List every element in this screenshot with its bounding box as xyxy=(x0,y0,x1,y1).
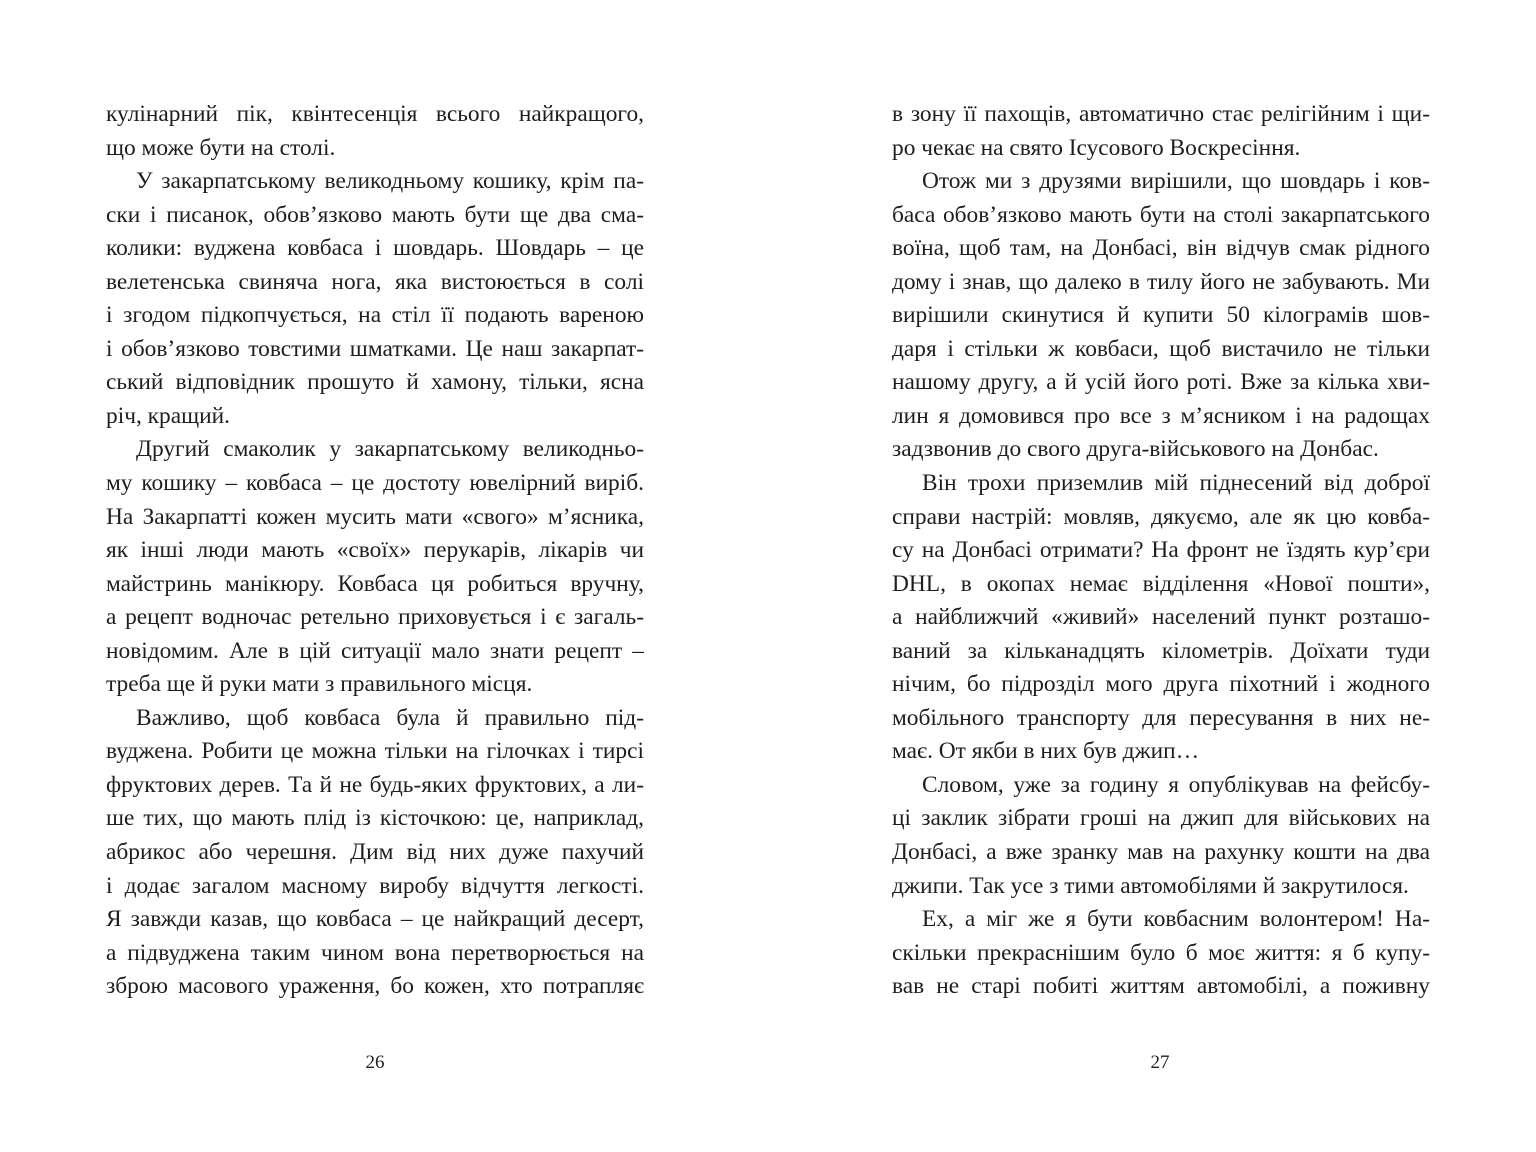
text-line: і додає загалом масному виробу відчуття легкості. xyxy=(106,872,644,899)
text-line: вирішили скинутися й купити 50 кілограмів шов- xyxy=(892,302,1430,329)
text-line: вуджена. Робити це можна тільки на гілочках і тирсі xyxy=(106,738,644,765)
text-line: ваний за кільканадцять кілометрів. Доїхати туди xyxy=(892,637,1430,664)
text-line: скільки прекраснішим було б моє життя: я б купу- xyxy=(892,939,1430,966)
text-line: су на Донбасі отримати? На фронт не їздять кур’єри xyxy=(892,537,1430,564)
text-line: баса обов’язково мають бути на столі закарпатського xyxy=(892,201,1430,228)
text-line: На Закарпатті кожен мусить мати «свого» м’ясника, xyxy=(106,503,644,530)
text-line: майстринь манікюру. Ковбаса ця робиться вручну, xyxy=(106,570,644,597)
text-line: а найближчий «живий» населений пункт розташо- xyxy=(892,604,1430,631)
text-line: ше тих, що мають плід із кісточкою: це, наприклад, xyxy=(106,805,644,832)
text-line: кулінарний пік, квінтесенція всього найкращого, xyxy=(106,101,644,127)
text-line: задзвонив до свого друга-військового на Донбас. xyxy=(892,436,1379,463)
text-line: треба ще й руки мати з правильного місця. xyxy=(106,671,533,698)
text-line: річ, кращий. xyxy=(106,402,230,429)
text-line: нашому другу, а й усій його роті. Вже за кілька хви- xyxy=(892,369,1430,396)
text-line: а підвуджена таким чином вона перетворюється на xyxy=(106,939,644,966)
text-line: лин я домовився про все з м’ясником і на радощах xyxy=(892,402,1430,429)
right-page-text xyxy=(892,98,1430,1004)
text-line: що може бути на столі. xyxy=(106,134,336,161)
text-line: ро чекає на свято Ісусового Воскресіння. xyxy=(892,134,1301,161)
text-line: му кошику – ковбаса – це достоту ювелірний виріб. xyxy=(106,470,644,497)
text-line: вав не старі побиті життям автомобілі, а поживну xyxy=(892,973,1430,1000)
text-line: абрикос або черешня. Дим від них дуже пахучий xyxy=(106,839,644,866)
text-line: зброю масового ураження, бо кожен, хто потрапляє xyxy=(106,973,644,1000)
text-line: справи настрій: мовляв, дякуємо, але як цю ковба- xyxy=(892,503,1430,530)
text-line: має. От якби в них був джип… xyxy=(892,738,1200,765)
text-line: воїна, щоб там, на Донбасі, він відчув смак рідного xyxy=(892,235,1430,262)
right-page xyxy=(768,0,1536,1152)
paragraph-start-line: У закарпатському великодньому кошику, крім па- xyxy=(136,168,644,195)
text-line: новідомим. Але в цій ситуації мало знати рецепт – xyxy=(106,637,644,664)
text-line: ці заклик зібрати гроші на джип для військових на xyxy=(892,805,1430,832)
text-line: Я завжди казав, що ковбаса – це найкращий десерт, xyxy=(106,906,644,933)
page-number: 26 xyxy=(365,1052,385,1073)
text-line: джипи. Так усе з тими автомобілями й закрутилося. xyxy=(892,872,1409,899)
text-line: ски і писанок, обов’язково мають бути ще два сма- xyxy=(106,201,644,228)
paragraph-start-line: Отож ми з друзями вирішили, що шовдарь і ков- xyxy=(922,168,1430,195)
text-line: даря і стільки ж ковбаси, щоб вистачило не тільки xyxy=(892,335,1430,362)
text-line: DHL, в окопах немає відділення «Нової пошти», xyxy=(892,570,1430,597)
text-line: і згодом підкопчується, на стіл її подають вареною xyxy=(106,302,644,329)
page-number: 27 xyxy=(1150,1052,1170,1073)
paragraph-start-line: Він трохи приземлив мій піднесений від доброї xyxy=(922,470,1430,497)
paragraph-start-line: Словом, уже за годину я опублікував на фейсбу- xyxy=(922,771,1430,798)
text-line: Донбасі, а вже зранку мав на рахунку кошти на два xyxy=(892,839,1430,866)
text-line: ський відповідник прошуто й хамону, тільки, ясна xyxy=(106,369,644,396)
paragraph-start-line: Важливо, щоб ковбаса була й правильно під- xyxy=(136,704,644,731)
text-line: мобільного транспорту для пересування в них не- xyxy=(892,704,1430,731)
text-line: велетенська свиняча нога, яка вистоюється в солі xyxy=(106,268,644,295)
text-line: фруктових дерев. Та й не будь-яких фруктових, а ли- xyxy=(106,771,644,798)
paragraph-start-line: Другий смаколик у закарпатському великодньо- xyxy=(136,436,644,463)
text-line: нічим, бо підрозділ мого друга піхотний і жодного xyxy=(892,671,1430,698)
text-line: а рецепт водночас ретельно приховується і є загаль- xyxy=(106,604,644,631)
text-line: в зону її пахощів, автоматично стає релігійним і щи- xyxy=(892,101,1430,127)
text-line: і обов’язково товстими шматками. Це наш закарпат- xyxy=(106,335,644,362)
text-line: як інші люди мають «своїх» перукарів, лікарів чи xyxy=(106,537,644,564)
paragraph-start-line: Ех, а міг же я бути ковбасним волонтером! На- xyxy=(922,906,1430,933)
left-page-text xyxy=(106,98,644,1004)
text-line: дому і знав, що далеко в тилу його не забувають. Ми xyxy=(892,268,1430,295)
text-line: колики: вуджена ковбаса і шовдарь. Шовдарь – це xyxy=(106,235,644,262)
